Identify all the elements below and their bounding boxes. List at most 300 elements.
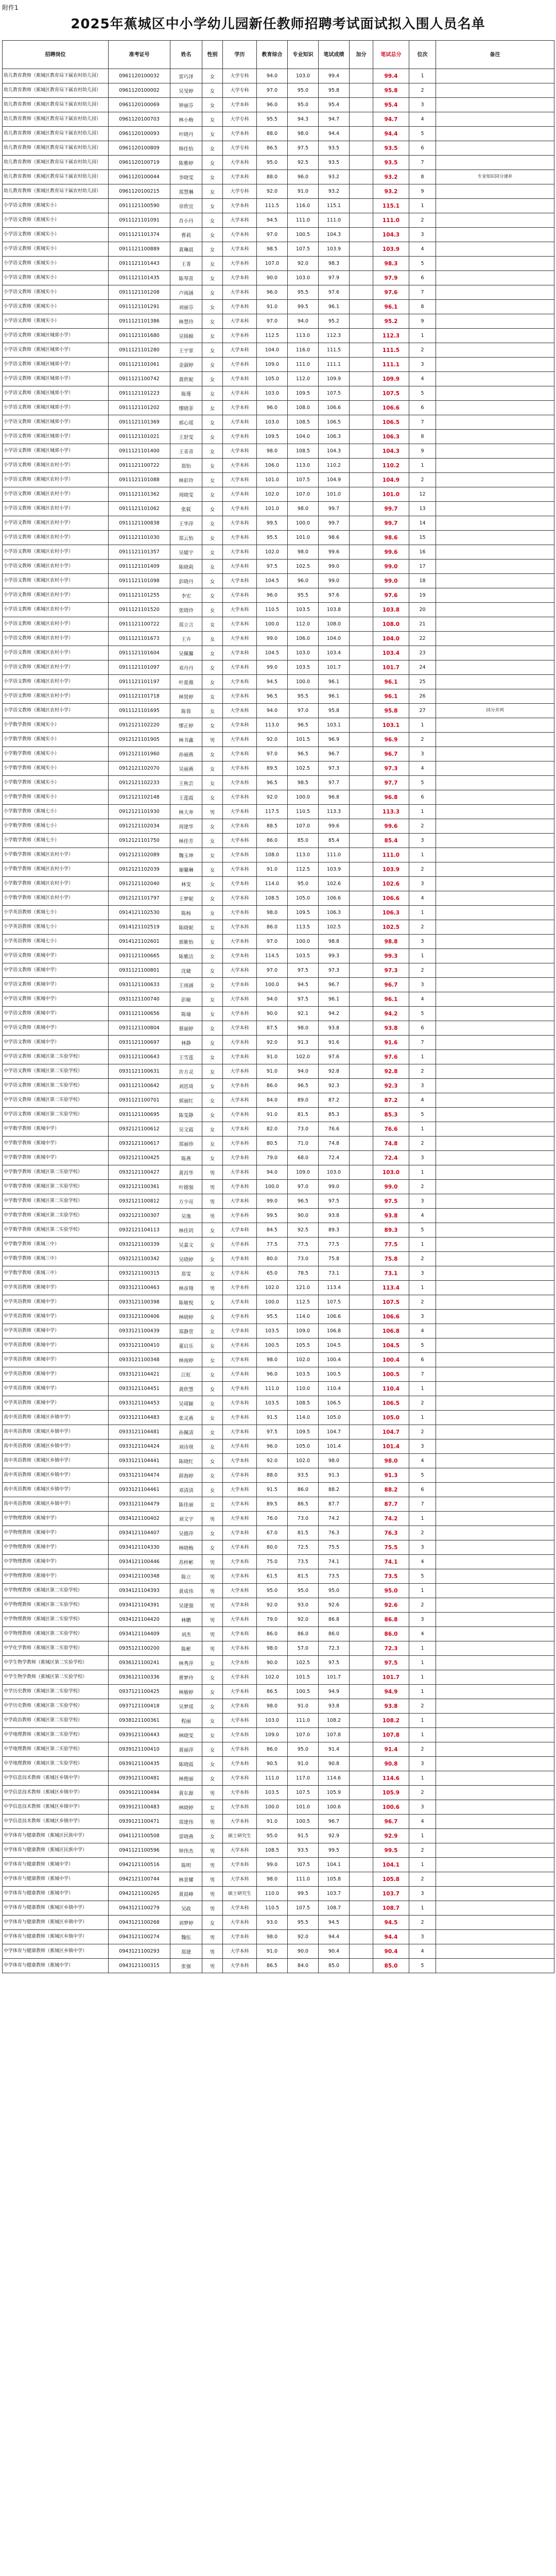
table-row — [3, 516, 554, 531]
cell-remark — [436, 718, 554, 733]
cell-education: 大学本科 — [223, 1338, 257, 1353]
cell-education: 大学本科 — [223, 1685, 257, 1699]
cell-post: 中学英语教师（蕉城中学） — [3, 1353, 109, 1367]
cell-written-score: 95.2 — [319, 314, 350, 329]
cell-name: 林鹏 — [170, 1613, 202, 1627]
table-row — [3, 560, 554, 574]
cell-bonus — [350, 1916, 373, 1930]
cell-education: 大学本科 — [223, 271, 257, 285]
cell-professional-score: 57.0 — [288, 1641, 319, 1656]
cell-education-score: 91.5 — [257, 1411, 288, 1425]
cell-ticket-number: 0961120100093 — [109, 127, 170, 141]
cell-rank: 5 — [409, 1569, 436, 1584]
cell-name: 方少亮 — [170, 1194, 202, 1209]
cell-written-total: 104.9 — [373, 473, 409, 487]
cell-ticket-number: 0911121101520 — [109, 603, 170, 617]
cell-name: 郑立言 — [170, 617, 202, 632]
cell-education: 大学本科 — [223, 430, 257, 444]
table-row — [3, 531, 554, 545]
cell-bonus — [350, 1122, 373, 1137]
cell-post: 中学语文教师（蕉城中学） — [3, 1021, 109, 1036]
cell-ticket-number: 0932121100342 — [109, 1252, 170, 1266]
cell-remark — [436, 1036, 554, 1050]
cell-rank: 6 — [409, 401, 436, 415]
table-row — [3, 1367, 554, 1382]
table-row — [3, 574, 554, 588]
table-row — [3, 430, 554, 444]
cell-written-total: 96.1 — [373, 689, 409, 704]
cell-gender: 女 — [202, 1800, 223, 1815]
cell-professional-score: 103.5 — [288, 1367, 319, 1382]
cell-education-score: 110.5 — [257, 603, 288, 617]
table-row — [3, 1800, 554, 1815]
cell-education: 大学本科 — [223, 1815, 257, 1829]
cell-education-score: 97.0 — [257, 935, 288, 949]
cell-gender: 女 — [202, 978, 223, 992]
cell-remark — [436, 1353, 554, 1367]
cell-written-total: 95.4 — [373, 98, 409, 112]
cell-bonus — [350, 776, 373, 790]
cell-bonus — [350, 1353, 373, 1367]
cell-post: 中学数学教师（蕉城三中） — [3, 1238, 109, 1252]
cell-bonus — [350, 1858, 373, 1872]
cell-post: 小学语文教师（蕉城实小） — [3, 199, 109, 213]
cell-education: 大学专科 — [223, 141, 257, 156]
cell-education-score: 91.0 — [257, 1050, 288, 1064]
cell-rank: 2 — [409, 1252, 436, 1266]
cell-professional-score: 98.0 — [288, 545, 319, 560]
cell-professional-score: 85.0 — [288, 834, 319, 848]
cell-gender: 女 — [202, 473, 223, 487]
cell-rank: 4 — [409, 761, 436, 776]
cell-written-score: 97.6 — [319, 1050, 350, 1064]
cell-education: 大学本科 — [223, 1483, 257, 1497]
cell-education: 大学本科 — [223, 1137, 257, 1151]
cell-gender: 女 — [202, 285, 223, 300]
cell-remark — [436, 1627, 554, 1641]
cell-written-score: 96.8 — [319, 790, 350, 805]
cell-written-total: 74.2 — [373, 1512, 409, 1526]
table-row — [3, 242, 554, 257]
cell-education: 大学本科 — [223, 574, 257, 588]
cell-remark — [436, 1742, 554, 1757]
cell-education: 大学本科 — [223, 560, 257, 574]
cell-gender: 女 — [202, 848, 223, 862]
table-row — [3, 689, 554, 704]
cell-written-score: 72.3 — [319, 1641, 350, 1656]
cell-ticket-number: 0943121100274 — [109, 1930, 170, 1944]
cell-rank: 2 — [409, 1425, 436, 1439]
cell-remark — [436, 1238, 554, 1252]
cell-remark — [436, 733, 554, 747]
cell-education-score: 100.5 — [257, 1338, 288, 1353]
cell-bonus — [350, 1209, 373, 1223]
cell-written-total: 105.0 — [373, 1411, 409, 1425]
cell-ticket-number: 0911121101021 — [109, 430, 170, 444]
cell-education: 大学本科 — [223, 1036, 257, 1050]
cell-remark — [436, 386, 554, 401]
cell-written-score: 77.5 — [319, 1238, 350, 1252]
cell-post: 中学语文教师（蕉城中学） — [3, 1036, 109, 1050]
cell-ticket-number: 0911121101400 — [109, 444, 170, 459]
cell-ticket-number: 0911121101208 — [109, 285, 170, 300]
cell-bonus — [350, 1252, 373, 1266]
cell-education-score: 97.0 — [257, 83, 288, 98]
cell-bonus — [350, 156, 373, 170]
cell-rank: 3 — [409, 358, 436, 372]
table-row — [3, 1439, 554, 1454]
cell-written-total: 112.3 — [373, 329, 409, 343]
cell-professional-score: 103.0 — [288, 69, 319, 83]
cell-name: 孙佩清 — [170, 1425, 202, 1439]
cell-post: 小学语文教师（蕉城实小） — [3, 271, 109, 285]
cell-name: 吴建强 — [170, 1598, 202, 1613]
cell-education-score: 91.0 — [257, 1064, 288, 1079]
table-row — [3, 877, 554, 891]
table-row — [3, 1843, 554, 1858]
cell-bonus — [350, 69, 373, 83]
cell-rank: 26 — [409, 689, 436, 704]
cell-rank: 3 — [409, 1540, 436, 1555]
cell-written-score: 104.3 — [319, 228, 350, 242]
cell-written-total: 104.1 — [373, 1858, 409, 1872]
cell-written-score: 104.1 — [319, 1858, 350, 1872]
cell-name: 陈明 — [170, 1858, 202, 1872]
cell-ticket-number: 0931121100665 — [109, 949, 170, 963]
cell-remark — [436, 632, 554, 646]
cell-name: 黄欣妮 — [170, 372, 202, 386]
cell-gender: 女 — [202, 516, 223, 531]
table-row — [3, 1137, 554, 1151]
cell-bonus — [350, 949, 373, 963]
cell-ticket-number: 0911121101098 — [109, 574, 170, 588]
cell-written-total: 94.7 — [373, 112, 409, 127]
cell-professional-score: 97.0 — [288, 704, 319, 718]
cell-education-score: 103.5 — [257, 1324, 288, 1338]
table-row — [3, 949, 554, 963]
cell-gender: 女 — [202, 1238, 223, 1252]
cell-written-total: 92.3 — [373, 1079, 409, 1093]
cell-written-score: 108.0 — [319, 617, 350, 632]
cell-post: 高中英语教师（蕉城区乡镇中学） — [3, 1497, 109, 1512]
cell-name: 陈佳丽 — [170, 1497, 202, 1512]
cell-written-score: 98.8 — [319, 935, 350, 949]
cell-education: 大学本科 — [223, 285, 257, 300]
cell-education-score: 86.0 — [257, 920, 288, 935]
cell-rank: 4 — [409, 1627, 436, 1641]
table-row — [3, 199, 554, 213]
cell-education-score: 92.0 — [257, 790, 288, 805]
column-header: 姓名 — [170, 41, 202, 69]
cell-education-score: 97.5 — [257, 560, 288, 574]
cell-professional-score: 92.5 — [288, 156, 319, 170]
cell-remark — [436, 271, 554, 285]
cell-ticket-number: 0936121100336 — [109, 1670, 170, 1685]
cell-ticket-number: 0939121100471 — [109, 1815, 170, 1829]
cell-post: 幼儿教育教师（蕉城区教育局下属农村幼儿园） — [3, 112, 109, 127]
cell-remark — [436, 1916, 554, 1930]
cell-bonus — [350, 459, 373, 473]
cell-post: 小学语文教师（蕉城区城郊小学） — [3, 386, 109, 401]
cell-education: 大学本科 — [223, 444, 257, 459]
cell-written-score: 100.6 — [319, 1800, 350, 1815]
cell-education-score: 93.0 — [257, 1916, 288, 1930]
cell-written-score: 99.7 — [319, 502, 350, 516]
cell-education-score: 98.0 — [257, 906, 288, 920]
cell-professional-score: 73.5 — [288, 1555, 319, 1569]
cell-bonus — [350, 1959, 373, 1973]
cell-education-score: 98.0 — [257, 1353, 288, 1367]
table-row — [3, 1699, 554, 1714]
table-row — [3, 1670, 554, 1685]
cell-written-total: 106.3 — [373, 906, 409, 920]
cell-remark — [436, 1584, 554, 1598]
cell-bonus — [350, 1180, 373, 1194]
cell-name: 郑云怡 — [170, 531, 202, 545]
cell-post: 小学语文教师（蕉城区农村小学） — [3, 660, 109, 675]
cell-post: 中学英语教师（蕉城中学） — [3, 1396, 109, 1411]
cell-gender: 女 — [202, 545, 223, 560]
cell-remark — [436, 1843, 554, 1858]
cell-written-total: 98.3 — [373, 257, 409, 271]
cell-post: 小学语文教师（蕉城区农村小学） — [3, 646, 109, 660]
cell-bonus — [350, 1483, 373, 1497]
cell-ticket-number: 0911121101680 — [109, 329, 170, 343]
cell-bonus — [350, 1151, 373, 1165]
cell-gender: 女 — [202, 1064, 223, 1079]
cell-written-score: 74.2 — [319, 1512, 350, 1526]
cell-written-total: 109.9 — [373, 372, 409, 386]
table-row — [3, 992, 554, 1007]
cell-written-score: 110.2 — [319, 459, 350, 473]
cell-remark — [436, 1800, 554, 1815]
cell-name: 张筱 — [170, 502, 202, 516]
cell-ticket-number: 0931121100631 — [109, 1064, 170, 1079]
cell-remark — [436, 1209, 554, 1223]
cell-ticket-number: 0932121104113 — [109, 1223, 170, 1238]
cell-professional-score: 86.0 — [288, 1483, 319, 1497]
cell-name: 张强 — [170, 1959, 202, 1973]
cell-rank: 7 — [409, 1497, 436, 1512]
cell-bonus — [350, 98, 373, 112]
cell-education-score: 98.0 — [257, 444, 288, 459]
cell-name: 王舒雯 — [170, 430, 202, 444]
cell-gender: 女 — [202, 1714, 223, 1728]
cell-post: 中学语文教师（蕉城区第二实验学校） — [3, 1064, 109, 1079]
cell-professional-score: 97.0 — [288, 1180, 319, 1194]
cell-rank: 5 — [409, 1468, 436, 1483]
cell-education: 大学本科 — [223, 1569, 257, 1584]
cell-education: 硕士研究生 — [223, 1829, 257, 1843]
cell-education-score: 104.0 — [257, 343, 288, 358]
cell-professional-score: 103.0 — [288, 271, 319, 285]
cell-rank: 4 — [409, 242, 436, 257]
cell-ticket-number: 0911121100590 — [109, 199, 170, 213]
cell-bonus — [350, 1108, 373, 1122]
cell-ticket-number: 0961120100719 — [109, 156, 170, 170]
cell-remark — [436, 531, 554, 545]
column-header: 备注 — [436, 41, 554, 69]
cell-written-score: 87.7 — [319, 1497, 350, 1512]
cell-ticket-number: 0933121104483 — [109, 1411, 170, 1425]
cell-name: 陈晓妮 — [170, 920, 202, 935]
cell-name: 吴锦棉 — [170, 329, 202, 343]
cell-gender: 女 — [202, 257, 223, 271]
cell-ticket-number: 0938121100361 — [109, 1714, 170, 1728]
cell-bonus — [350, 834, 373, 848]
cell-gender: 女 — [202, 1829, 223, 1843]
cell-written-total: 106.5 — [373, 415, 409, 430]
cell-ticket-number: 0911121101374 — [109, 228, 170, 242]
cell-remark — [436, 1108, 554, 1122]
cell-education: 大学本科 — [223, 1382, 257, 1396]
cell-post: 中学地理教师（蕉城区第二实验学校） — [3, 1757, 109, 1771]
cell-remark — [436, 1728, 554, 1742]
cell-gender: 男 — [202, 1584, 223, 1598]
cell-gender: 女 — [202, 228, 223, 242]
cell-written-score: 99.0 — [319, 574, 350, 588]
cell-remark — [436, 761, 554, 776]
cell-written-total: 72.3 — [373, 1641, 409, 1656]
table-row — [3, 300, 554, 314]
cell-post: 小学语文教师（蕉城区农村小学） — [3, 632, 109, 646]
cell-remark — [436, 834, 554, 848]
table-row — [3, 545, 554, 560]
cell-written-total: 75.5 — [373, 1540, 409, 1555]
cell-name: 吴梦瑶 — [170, 1699, 202, 1714]
cell-education: 大学本科 — [223, 1786, 257, 1800]
cell-ticket-number: 0943121100279 — [109, 1901, 170, 1916]
cell-name: 林景耀 — [170, 1872, 202, 1887]
table-row — [3, 1872, 554, 1887]
cell-gender: 女 — [202, 1050, 223, 1064]
table-row — [3, 660, 554, 675]
cell-ticket-number: 0939121100443 — [109, 1728, 170, 1742]
cell-written-score: 111.0 — [319, 848, 350, 862]
cell-professional-score: 105.0 — [288, 1439, 319, 1454]
cell-rank: 6 — [409, 1483, 436, 1497]
cell-written-score: 97.3 — [319, 761, 350, 776]
cell-bonus — [350, 1584, 373, 1598]
cell-ticket-number: 0933121100348 — [109, 1353, 170, 1367]
cell-professional-score: 103.0 — [288, 646, 319, 660]
cell-ticket-number: 0914121102601 — [109, 935, 170, 949]
cell-written-score: 100.4 — [319, 1353, 350, 1367]
table-row — [3, 1555, 554, 1569]
cell-education-score: 96.0 — [257, 285, 288, 300]
cell-education: 大学本科 — [223, 516, 257, 531]
cell-written-total: 111.0 — [373, 213, 409, 228]
cell-rank: 21 — [409, 617, 436, 632]
cell-gender: 男 — [202, 1930, 223, 1944]
cell-professional-score: 90.0 — [288, 1209, 319, 1223]
cell-professional-score: 105.5 — [288, 1338, 319, 1353]
cell-written-total: 97.3 — [373, 761, 409, 776]
cell-gender: 男 — [202, 1281, 223, 1295]
table-row — [3, 112, 554, 127]
cell-written-total: 72.4 — [373, 1151, 409, 1165]
cell-written-total: 100.4 — [373, 1353, 409, 1367]
cell-bonus — [350, 1454, 373, 1468]
cell-education-score: 109.0 — [257, 358, 288, 372]
cell-professional-score: 73.0 — [288, 1122, 319, 1137]
cell-rank: 1 — [409, 1641, 436, 1656]
cell-education: 大学本科 — [223, 329, 257, 343]
cell-written-score: 93.5 — [319, 156, 350, 170]
cell-professional-score: 81.5 — [288, 1526, 319, 1540]
cell-ticket-number: 0932121100307 — [109, 1209, 170, 1223]
cell-written-score: 106.6 — [319, 891, 350, 906]
table-row — [3, 1093, 554, 1108]
cell-post: 中学信息技术教师（蕉城区乡镇中学） — [3, 1771, 109, 1786]
cell-education-score: 98.0 — [257, 1641, 288, 1656]
cell-written-total: 73.5 — [373, 1569, 409, 1584]
candidate-table — [2, 40, 554, 1973]
cell-education-score: 90.0 — [257, 1656, 288, 1670]
cell-education: 大学本科 — [223, 1209, 257, 1223]
cell-education: 大学本科 — [223, 660, 257, 675]
cell-post: 小学数学教师（蕉城实小） — [3, 776, 109, 790]
cell-ticket-number: 0932121100612 — [109, 1122, 170, 1137]
cell-gender: 女 — [202, 1324, 223, 1338]
cell-education: 大学本科 — [223, 1194, 257, 1209]
cell-written-score: 114.6 — [319, 1771, 350, 1786]
cell-ticket-number: 0911121100722 — [109, 459, 170, 473]
cell-bonus — [350, 920, 373, 935]
cell-ticket-number: 0911121101062 — [109, 502, 170, 516]
cell-rank: 6 — [409, 790, 436, 805]
cell-name: 沈婕 — [170, 963, 202, 978]
cell-education-score: 100.0 — [257, 1180, 288, 1194]
cell-written-score: 85.0 — [319, 1959, 350, 1973]
cell-remark — [436, 473, 554, 487]
cell-education-score: 98.0 — [257, 1930, 288, 1944]
cell-post: 中学地理教师（蕉城区第二实验学校） — [3, 1728, 109, 1742]
cell-ticket-number: 0936121100241 — [109, 1656, 170, 1670]
cell-education: 大学本科 — [223, 1944, 257, 1959]
cell-remark — [436, 574, 554, 588]
cell-ticket-number: 0931121100656 — [109, 1007, 170, 1021]
cell-written-total: 110.2 — [373, 459, 409, 473]
table-row — [3, 156, 554, 170]
cell-remark — [436, 502, 554, 516]
cell-written-total: 93.8 — [373, 1699, 409, 1714]
cell-bonus — [350, 285, 373, 300]
cell-education-score: 103.5 — [257, 1396, 288, 1411]
cell-ticket-number: 0961120100069 — [109, 98, 170, 112]
cell-professional-score: 84.0 — [288, 1959, 319, 1973]
cell-rank: 2 — [409, 1180, 436, 1194]
cell-education-score: 104.5 — [257, 646, 288, 660]
cell-written-total: 115.1 — [373, 199, 409, 213]
cell-written-score: 96.1 — [319, 689, 350, 704]
cell-education: 大学本科 — [223, 1425, 257, 1439]
cell-gender: 女 — [202, 790, 223, 805]
table-row — [3, 1194, 554, 1209]
cell-bonus — [350, 906, 373, 920]
table-row — [3, 834, 554, 848]
cell-post: 中学信息技术教师（蕉城区乡镇中学） — [3, 1815, 109, 1829]
column-header: 学历 — [223, 41, 257, 69]
cell-gender: 女 — [202, 949, 223, 963]
cell-remark — [436, 1555, 554, 1569]
cell-education-score: 103.0 — [257, 386, 288, 401]
cell-ticket-number: 0911121101357 — [109, 545, 170, 560]
table-row — [3, 141, 554, 156]
cell-ticket-number: 0912121102040 — [109, 877, 170, 891]
table-row — [3, 1483, 554, 1497]
cell-remark — [436, 1670, 554, 1685]
